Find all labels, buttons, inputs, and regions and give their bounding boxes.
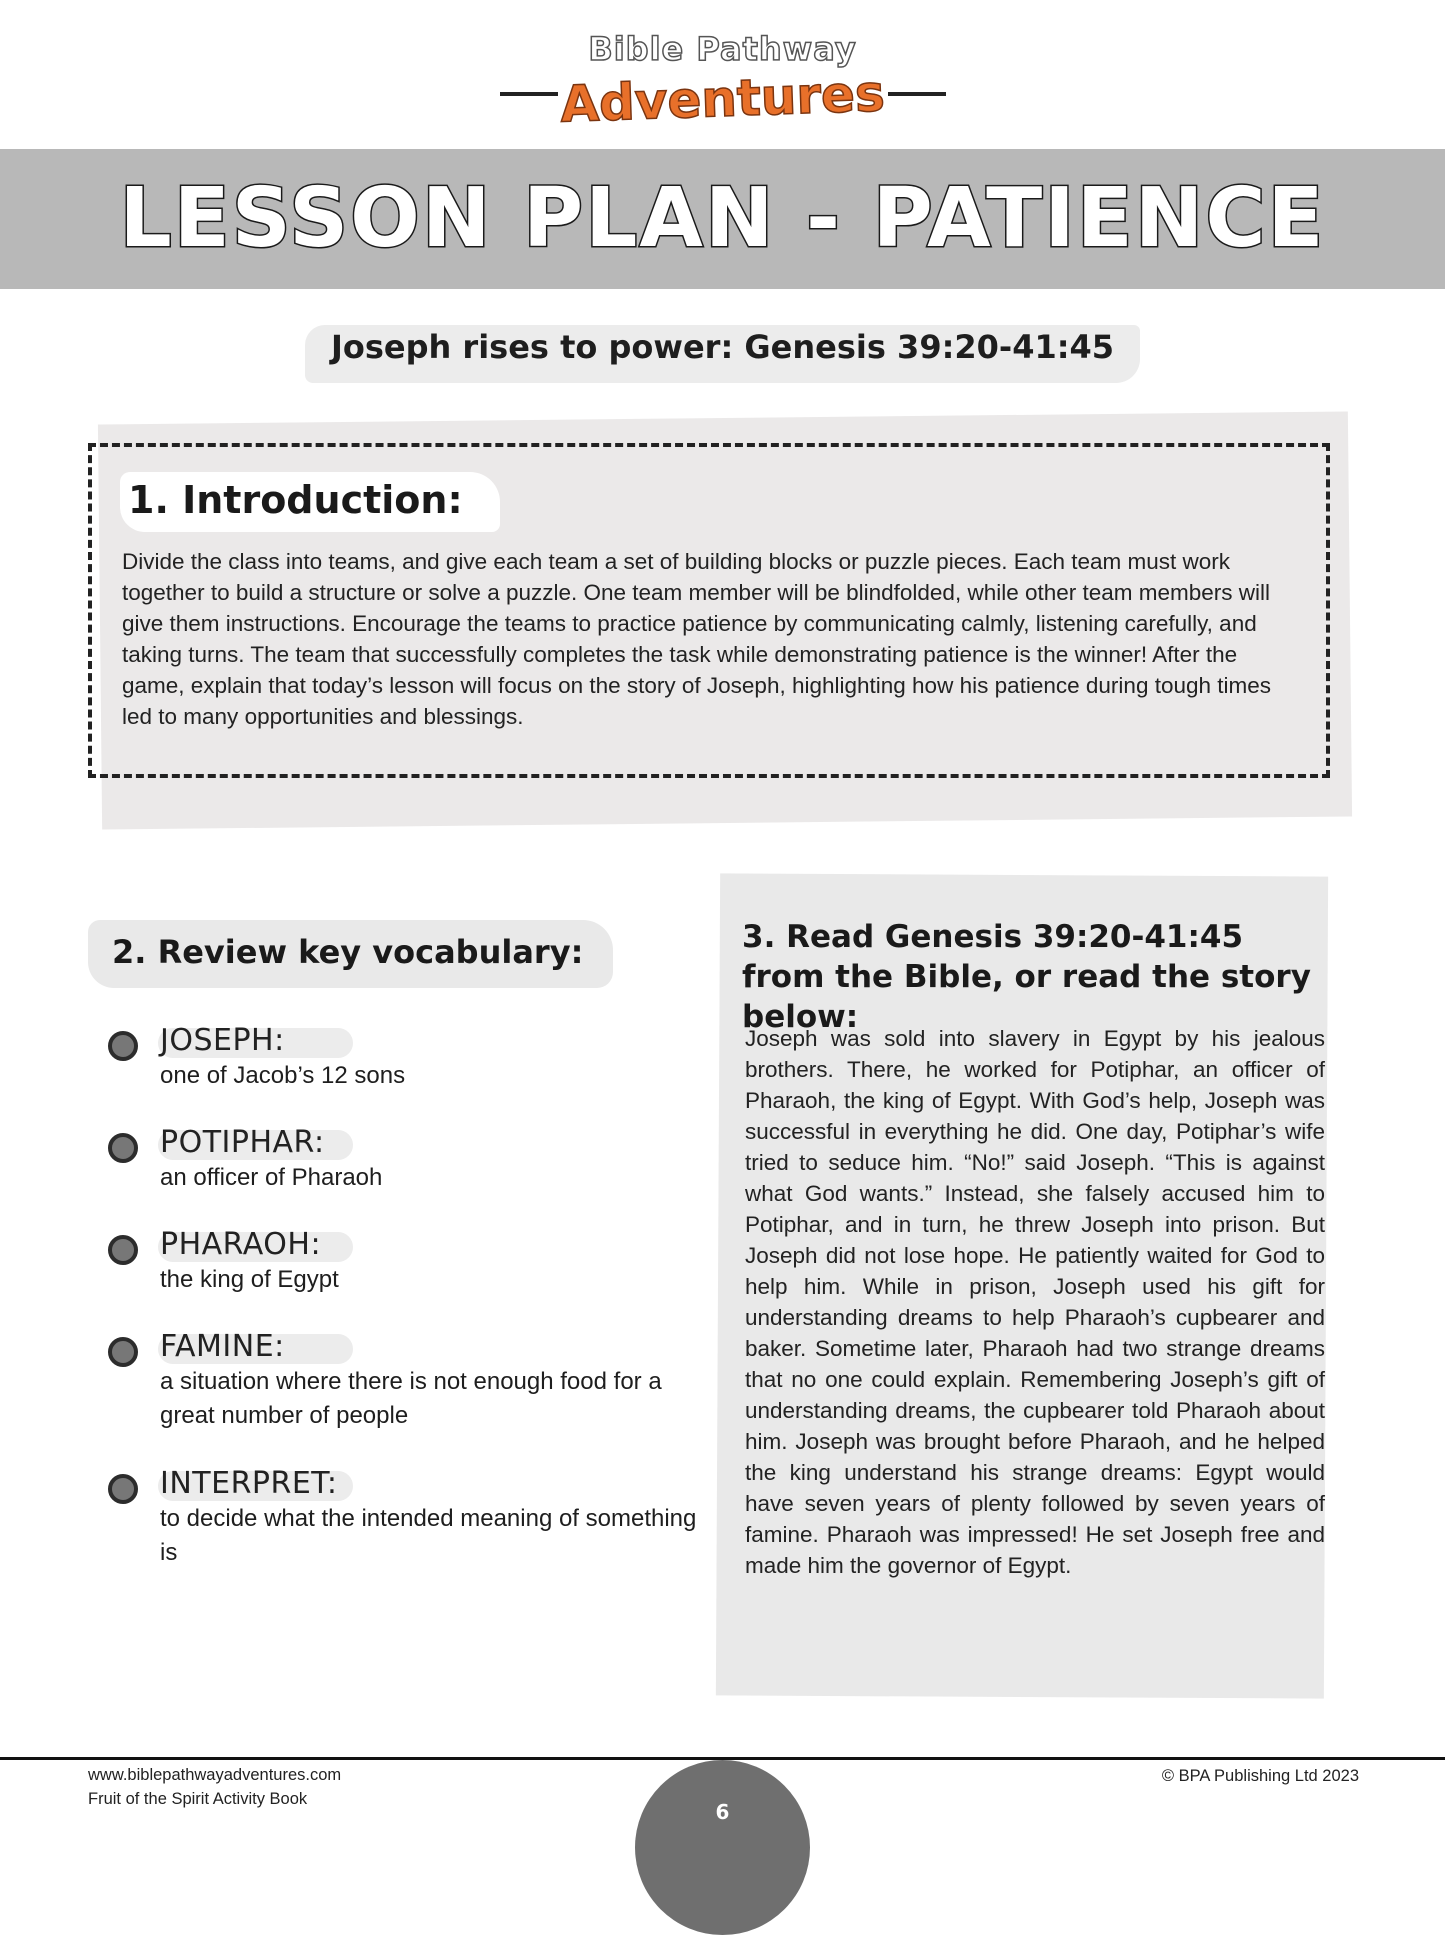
bullet-icon: [108, 1031, 138, 1061]
vocab-term: JOSEPH:: [160, 1023, 285, 1058]
vocab-definition: a situation where there is not enough food for a great number of people: [160, 1368, 662, 1429]
logo-line-1: Bible Pathway: [588, 30, 857, 68]
story-heading: 3. Read Genesis 39:20-41:45 from the Bible, or read the story below:: [742, 919, 1311, 1035]
page-number: 6: [715, 1800, 730, 1824]
bullet-icon: [108, 1337, 138, 1367]
vocab-item: [108, 1227, 688, 1307]
logo-line-2: Adventures: [559, 64, 886, 134]
title-band: [0, 149, 1445, 289]
page-title: LESSON PLAN - PATIENCE: [119, 171, 1326, 266]
vocab-heading: 2. Review key vocabulary:: [112, 933, 584, 971]
vocab-term: POTIPHAR:: [160, 1125, 325, 1160]
vocab-definition: an officer of Pharaoh: [160, 1164, 383, 1191]
vocab-term: FAMINE:: [160, 1329, 285, 1364]
footer-book-title: Fruit of the Spirit Activity Book: [88, 1790, 308, 1808]
intro-body: Divide the class into teams, and give each team a set of building blocks or puzzle pieces. Each team must work together to build a structure or solve a puzzle. One team member will be blindfolded, while other team members will give them instructions. Encourage the teams to practice patience by communicating calmly, listening carefully, and taking turns. The team that successfully completes the task while demonstrating patience is the winner! After the game, explain that today’s lesson will focus on the story of Joseph, highlighting how his patience during tough times led to many opportunities and blessings.: [122, 549, 1272, 729]
vocab-definition: the king of Egypt: [160, 1266, 339, 1293]
vocab-term: INTERPRET:: [160, 1466, 338, 1501]
bullet-icon: [108, 1133, 138, 1163]
vocab-item: [108, 1329, 688, 1439]
footer-copyright: © BPA Publishing Ltd 2023: [1161, 1767, 1359, 1785]
vocab-term: PHARAOH:: [160, 1227, 322, 1262]
bullet-icon: [108, 1474, 138, 1504]
story-body: Joseph was sold into slavery in Egypt by his jealous brothers. There, he worked for Potiphar, an officer of Pharaoh, the king of Egypt. With God’s help, Joseph was successful in everything he did. One day, Potiphar’s wife tried to seduce him. “No!” said Joseph. “This is against what God wants.” Instead, she falsely accused him to Potiphar, and in turn, he threw Joseph into prison. But Joseph did not lose hope. He patiently waited for God to help him. While in prison, Joseph used his gift for understanding dreams to help Pharaoh’s cupbearer and baker. Sometime later, Pharaoh had two strange dreams that no one could explain. Remembering Joseph’s gift of understanding dreams, the cupbearer told Pharaoh about him. Joseph was brought before Pharaoh, and he helped the king understand his strange dreams: Egypt would have seven years of plenty followed by seven years of famine. Pharaoh was impressed! He set Joseph free and made him the governor of Egypt.: [745, 1026, 1325, 1578]
vocab-item: [108, 1023, 688, 1103]
footer-website-link[interactable]: www.biblepathwayadventures.com: [88, 1766, 342, 1784]
intro-heading: 1. Introduction:: [128, 478, 463, 522]
page-number-badge: [635, 1760, 810, 1935]
bullet-icon: [108, 1235, 138, 1265]
page-subtitle: Joseph rises to power: Genesis 39:20-41:45: [330, 328, 1115, 366]
brand-logo: [470, 30, 975, 140]
vocab-item: [108, 1125, 688, 1205]
vocab-item: [108, 1466, 697, 1576]
vocab-definition: one of Jacob’s 12 sons: [160, 1062, 406, 1089]
vocab-definition: to decide what the intended meaning of something is: [160, 1505, 697, 1566]
